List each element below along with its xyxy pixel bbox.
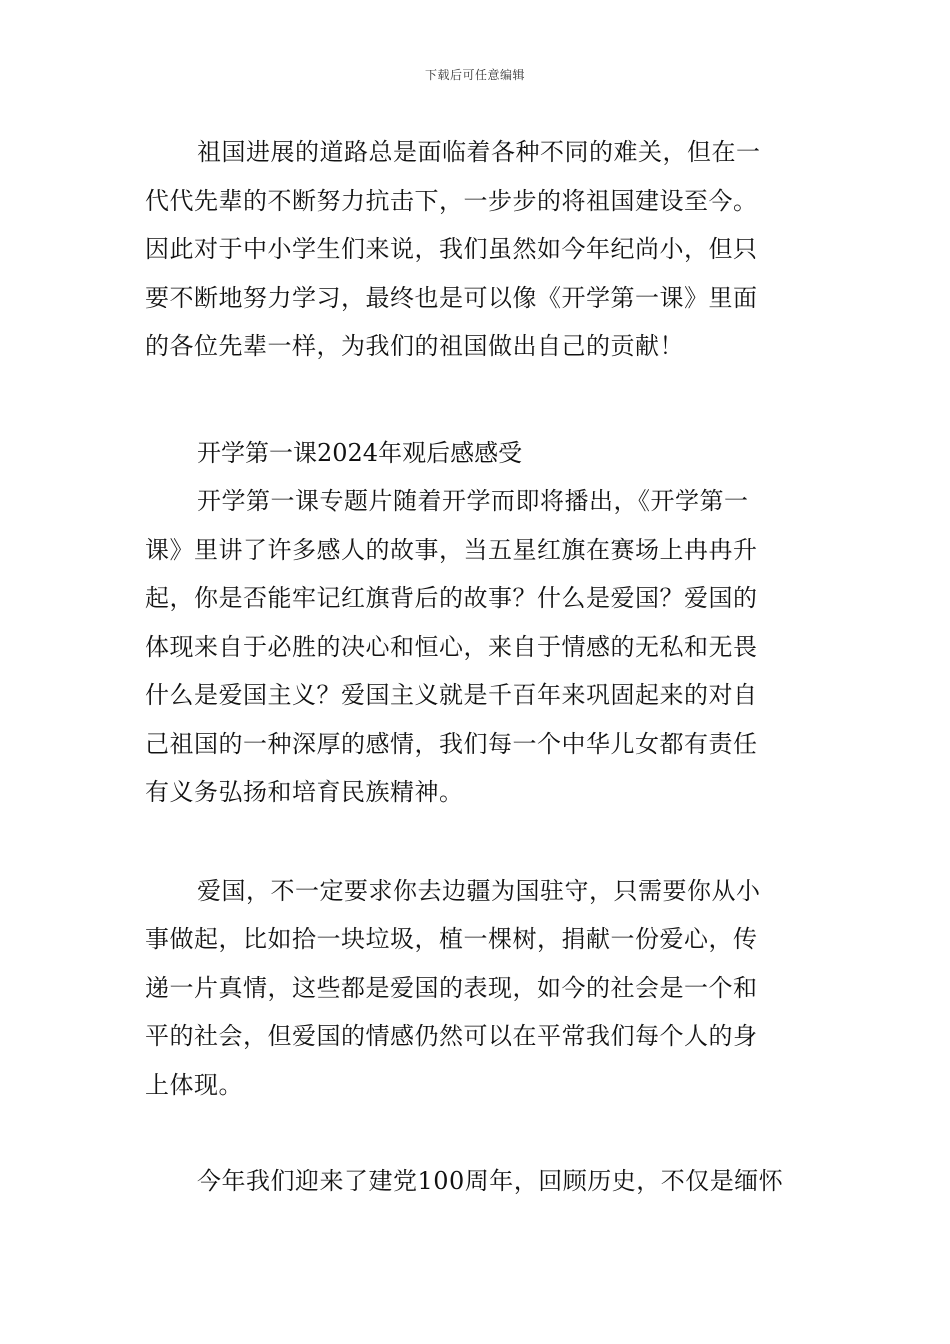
paragraph-line: 因此对于中小学生们来说，我们虽然如今年纪尚小，但只 [145,235,758,263]
paragraph-line: 平的社会，但爱国的情感仍然可以在平常我们每个人的身 [145,1022,758,1050]
paragraph-line: 有义务弘扬和培育民族精神。 [145,778,464,806]
paragraph-line: 今年我们迎来了建党100周年，回顾历史，不仅是缅怀 [197,1167,784,1195]
section-heading: 开学第一课2024年观后感感受 [197,438,523,467]
paragraph-line: 要不断地努力学习，最终也是可以像《开学第一课》里面 [145,283,758,312]
paragraph-line: 什么是爱国主义？爱国主义就是千百年来巩固起来的对自 [145,681,758,709]
paragraph-1 [145,128,807,371]
paragraph-line: 开学第一课专题片随着开学而即将播出，《开学第一 [197,487,749,515]
paragraph-line: 事做起，比如拾一块垃圾，植一棵树，捐献一份爱心，传 [145,925,758,953]
paragraph-2 [145,477,807,817]
document-body [145,128,807,1206]
paragraph-line: 爱国，不一定要求你去边疆为国驻守，只需要你从小 [197,876,761,905]
paragraph-line: 上体现。 [145,1070,243,1099]
paragraph-line: 的各位先辈一样，为我们的祖国做出自己的贡献！ [145,332,684,360]
paragraph-gap [145,1109,807,1157]
paragraph-4 [145,1157,807,1206]
paragraph-line: 起，你是否能牢记红旗背后的故事？什么是爱国？爱国的 [145,584,758,612]
paragraph-line: 祖国进展的道路总是面临着各种不同的难关，但在一 [197,138,761,166]
paragraph-gap [145,817,807,867]
paragraph-3 [145,867,807,1110]
paragraph-gap [145,371,807,429]
paragraph-line: 课》里讲了许多感人的故事，当五星红旗在赛场上冉冉升 [145,535,758,564]
paragraph-line: 己祖国的一种深厚的感情，我们每一个中华儿女都有责任 [145,729,758,758]
page-header-note: 下载后可任意编辑 [424,68,525,82]
paragraph-line: 体现来自于必胜的决心和恒心，来自于情感的无私和无畏 [145,632,758,661]
paragraph-line: 递一片真情，这些都是爱国的表现，如今的社会是一个和 [145,973,758,1002]
paragraph-line: 代代先辈的不断努力抗击下，一步步的将祖国建设至今。 [145,186,758,215]
